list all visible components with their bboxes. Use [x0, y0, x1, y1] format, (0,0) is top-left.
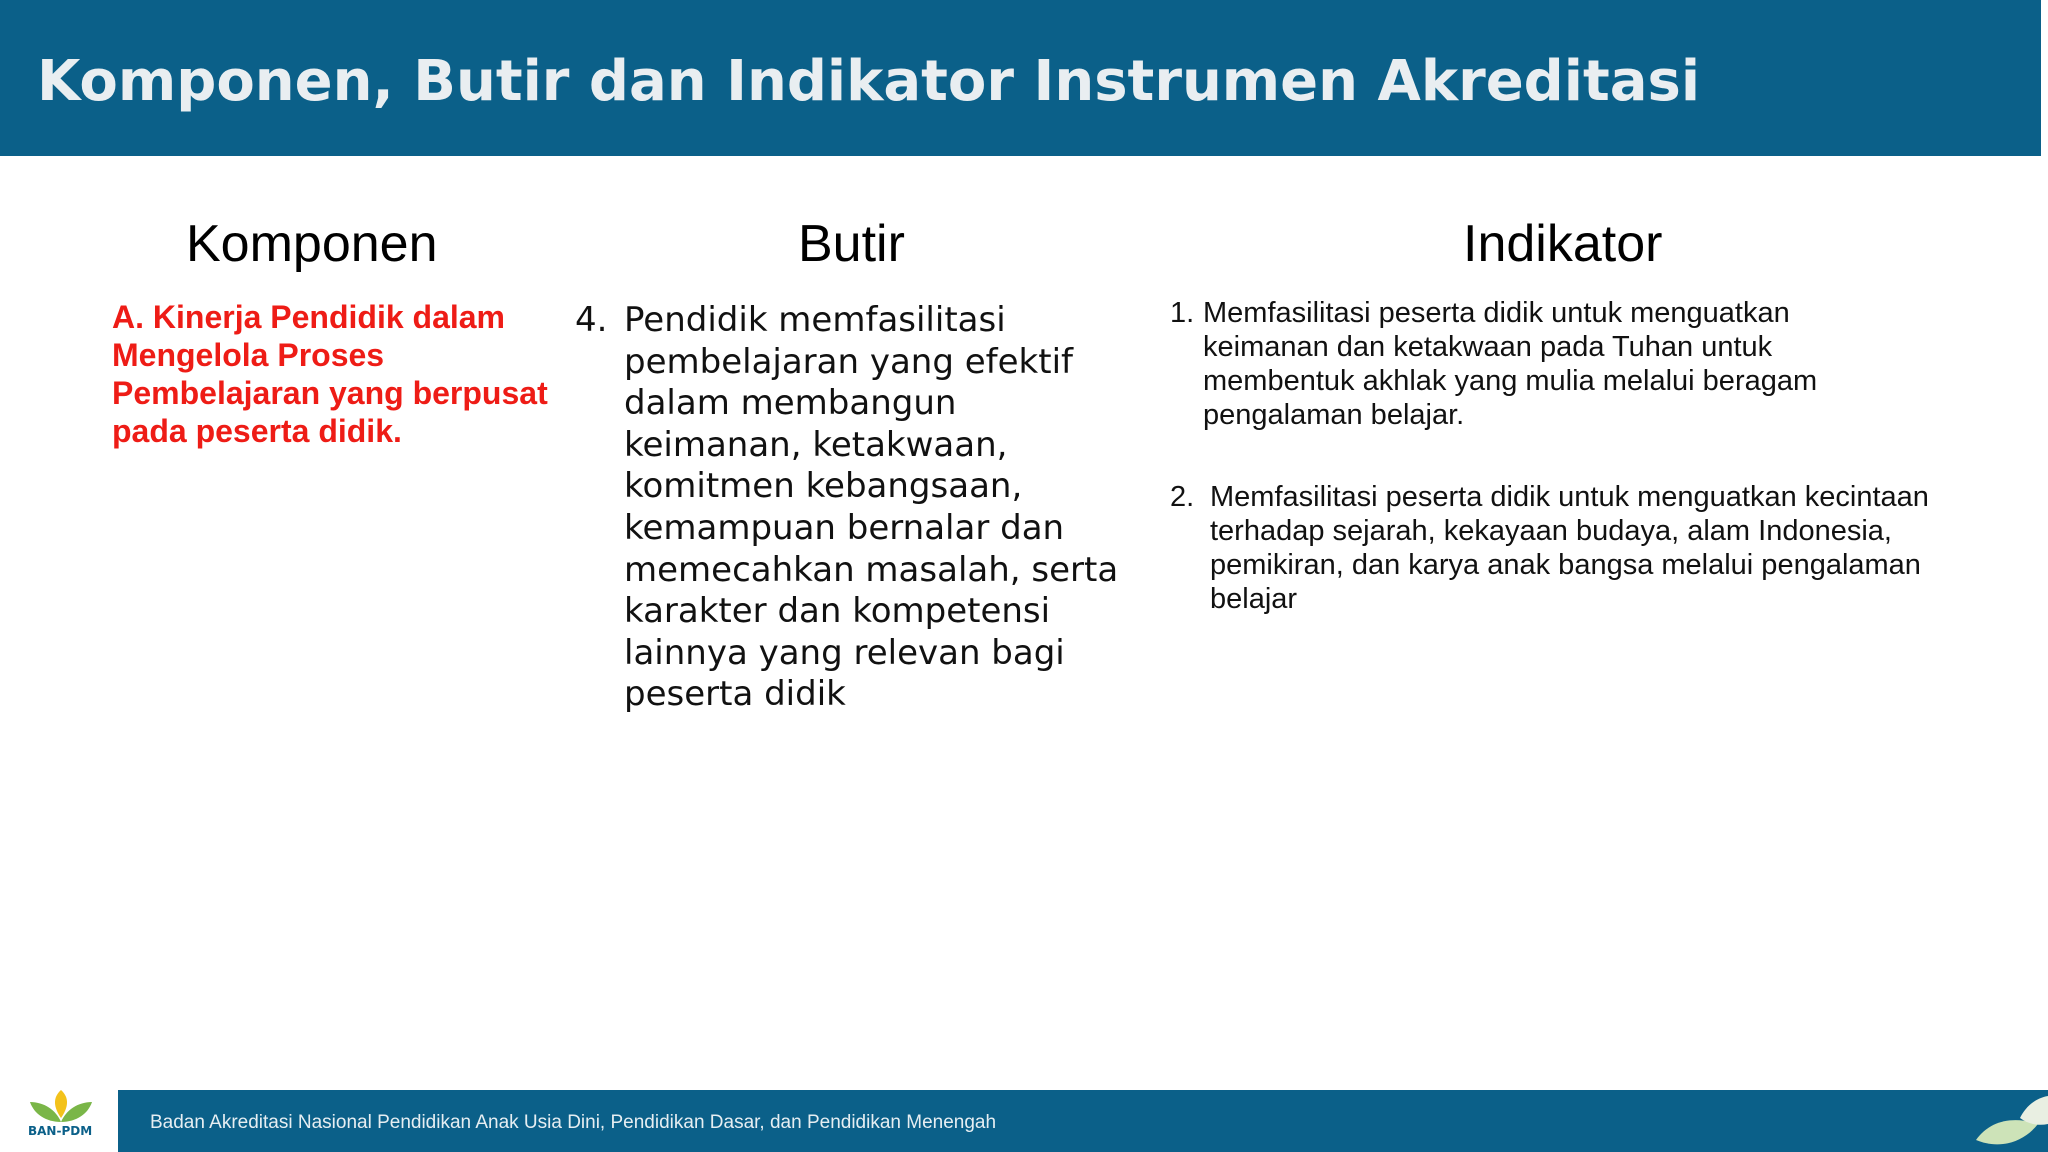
indikator-text-2: Memfasilitasi peserta didik untuk menguatkan kecintaan terhadap sejarah, kekayaan budaya, alam Indonesia, pemikiran, dan karya anak bangsa melalui pengalaman belajar	[1210, 481, 1929, 615]
indikator-item-2	[1170, 480, 1970, 616]
indikator-heading: Indikator	[1463, 215, 1663, 273]
komponen-heading: Komponen	[186, 215, 438, 273]
indikator-number-1: 1.	[1170, 297, 1195, 329]
indikator-text-1: Memfasilitasi peserta didik untuk menguatkan keimanan dan ketakwaan pada Tuhan untuk membentuk akhlak yang mulia melalui beragam pengalaman belajar.	[1203, 297, 1818, 431]
leaf-decoration-icon	[1966, 1094, 2048, 1152]
indikator-item-1	[1170, 296, 1920, 432]
butir-number: 4.	[575, 300, 608, 340]
logo-text: BAN-PDM	[28, 1124, 93, 1138]
butir-text: Pendidik memfasilitasi pembelajaran yang efektif dalam membangun keimanan, ketakwaan, komitmen kebangsaan, kemampuan bernalar dan memecahkan masalah, serta karakter dan kompetensi lainnya yang relevan bagi peserta didik	[624, 300, 1119, 715]
butir-item	[575, 300, 1130, 716]
komponen-text: A. Kinerja Pendidik dalam Mengelola Proses Pembelajaran yang berpusat pada peserta didik.	[112, 299, 548, 449]
indikator-number-2: 2.	[1170, 481, 1195, 513]
butir-heading: Butir	[798, 215, 905, 273]
ban-pdm-leaf-logo-icon	[26, 1088, 96, 1124]
slide-title: Komponen, Butir dan Indikator Instrumen Akreditasi	[37, 49, 1701, 114]
footer-organization: Badan Akreditasi Nasional Pendidikan Anak Usia Dini, Pendidikan Dasar, dan Pendidikan Menengah	[150, 1112, 997, 1133]
